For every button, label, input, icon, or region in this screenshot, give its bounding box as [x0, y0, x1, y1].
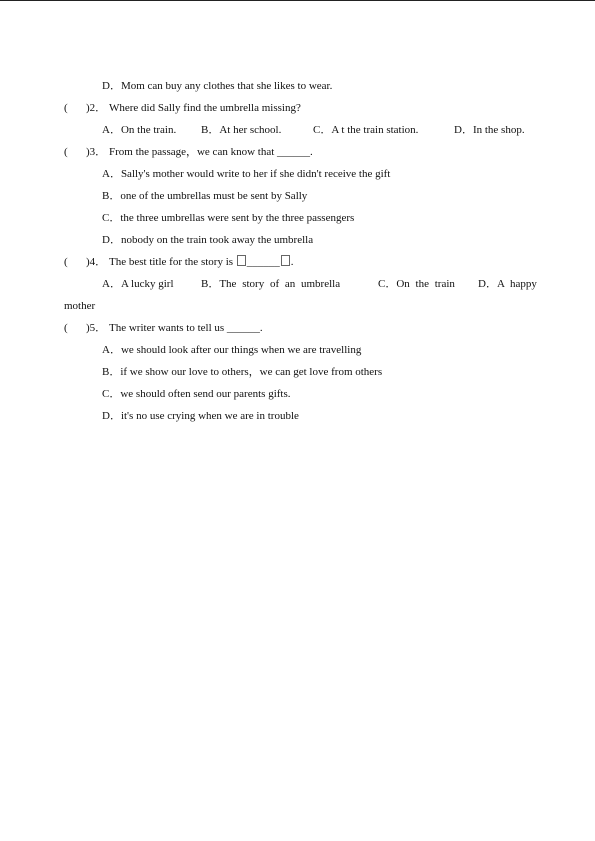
option-d-continued: D．Mom can buy any clothes that she likes to wear. — [102, 80, 333, 92]
answer-paren: ( — [64, 146, 68, 158]
question-stem — [109, 321, 263, 335]
answer-paren: ( — [64, 102, 68, 114]
option-a: A．A lucky girl — [102, 278, 174, 290]
question-text: Where did Sally find the umbrella missing? — [109, 102, 301, 114]
option-b: B．if we show our love to others，we can get love from others — [102, 366, 383, 378]
option-c: C．A t the train station. — [313, 124, 419, 136]
missing-glyph-icon — [237, 255, 246, 266]
answer-blank: ______. — [226, 322, 263, 334]
question-number: )2． — [86, 102, 107, 114]
answer-paren: ( — [64, 256, 68, 268]
top-rule — [0, 0, 595, 1]
option-b: B．The story of an umbrella — [201, 278, 341, 290]
answer-blank: ______ — [246, 256, 280, 268]
option-b: B．At her school. — [201, 124, 282, 136]
missing-glyph-icon — [281, 255, 290, 266]
option-d: D．In the shop. — [454, 124, 525, 136]
option-c: C．On the train — [378, 278, 455, 290]
option-c: C．we should often send our parents gifts. — [102, 388, 291, 400]
question-text: From the passage，we can know that — [109, 146, 275, 158]
question-text: The best title for the story is — [109, 256, 234, 268]
option-d: D．A happy — [478, 278, 537, 290]
question-number: )3． — [86, 146, 107, 158]
question-number: )5． — [86, 322, 107, 334]
option-d-wrap: mother — [64, 300, 96, 312]
option-a: A．On the train. — [102, 124, 177, 136]
answer-paren: ( — [64, 322, 68, 334]
answer-blank: ______. — [277, 146, 313, 158]
question-text: The writer wants to tell us — [109, 322, 225, 334]
end-punct: . — [290, 256, 294, 268]
option-d: D．nobody on the train took away the umbrella — [102, 234, 314, 246]
option-d: D．it's no use crying when we are in trouble — [102, 410, 299, 422]
question-stem — [109, 255, 294, 269]
option-a: A．Sally's mother would write to her if she didn't receive the gift — [102, 168, 391, 180]
option-b: B．one of the umbrellas must be sent by Sally — [102, 190, 308, 202]
option-a: A．we should look after our things when we are travelling — [102, 344, 362, 356]
question-stem — [109, 145, 313, 159]
question-number: )4． — [86, 256, 107, 268]
option-c: C．the three umbrellas were sent by the three passengers — [102, 212, 355, 224]
